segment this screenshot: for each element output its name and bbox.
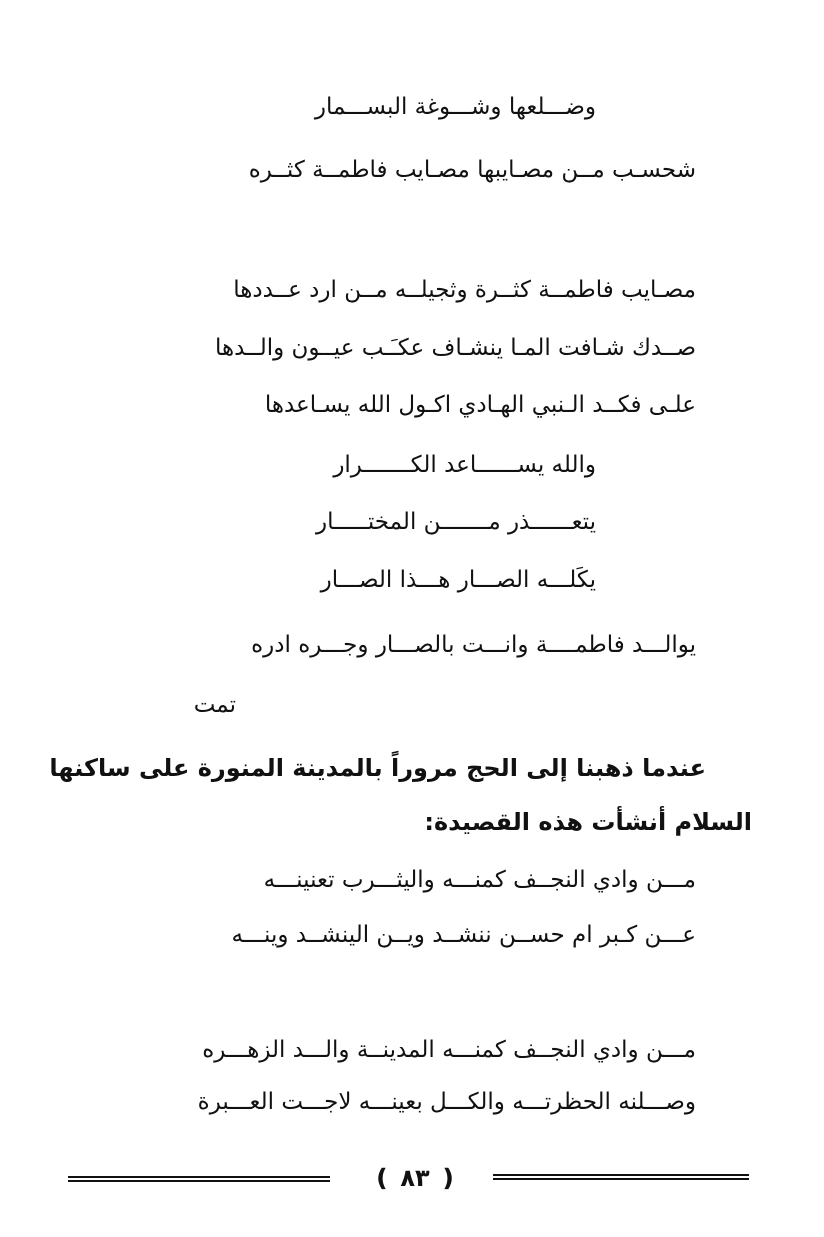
page-number-text: ٨٣ [400,1164,430,1192]
line-13: وصـــلنه الحظرتـــه والكـــل بعينـــه لاجـــت العـــبرة [197,1089,696,1115]
footer-rule-right [493,1174,749,1180]
page-number [355,1164,475,1192]
end-mark: تمت [193,692,236,718]
line-12: مـــن وادي النجــف كمنـــه المدينــة والـــد الزهـــره [202,1037,696,1063]
line-6: والله يســــــاعد الكـــــــرار [333,452,596,478]
heading-line-1: عندما ذهبنا إلى الحج مروراً بالمدينة المنورة على ساكنها [49,754,706,782]
ornament-icon: ❪ [438,1164,459,1192]
ornament-icon: ❫ [371,1164,392,1192]
line-2: شحسـب مــن مصـايبها مصـايب فاطمــة كثــره [248,157,696,183]
line-5: علـى فكــد الـنبي الهـادي اكـول الله يسـاعدها [264,392,696,418]
line-3: مصـايب فاطمــة كثــرة وثجيلــه مــن ارد عــددها [233,277,696,303]
line-4: صــدك شـافت المـا ينشـاف عكـَـب عيــون والــدها [215,335,696,361]
line-8: يكَلـــه الصـــار هـــذا الصـــار [320,567,596,593]
heading-line-2: السلام أنشأت هذه القصيدة: [424,808,752,836]
line-9: يوالـــد فاطمــــة وانـــت بالصـــار وجـــره ادره [251,632,696,658]
line-11: عـــن كـبر ام حســن ننشــد ويــن الينشــد وينـــه [231,922,696,948]
line-1: وضـــلعها وشـــوغة البســـمار [314,94,596,120]
line-10: مـــن وادي النجــف كمنـــه واليثـــرب تعنينـــه [263,867,696,893]
footer-rule-left [68,1176,330,1182]
line-7: يتعــــــذر مـــــــن المختـــــار [316,509,596,535]
